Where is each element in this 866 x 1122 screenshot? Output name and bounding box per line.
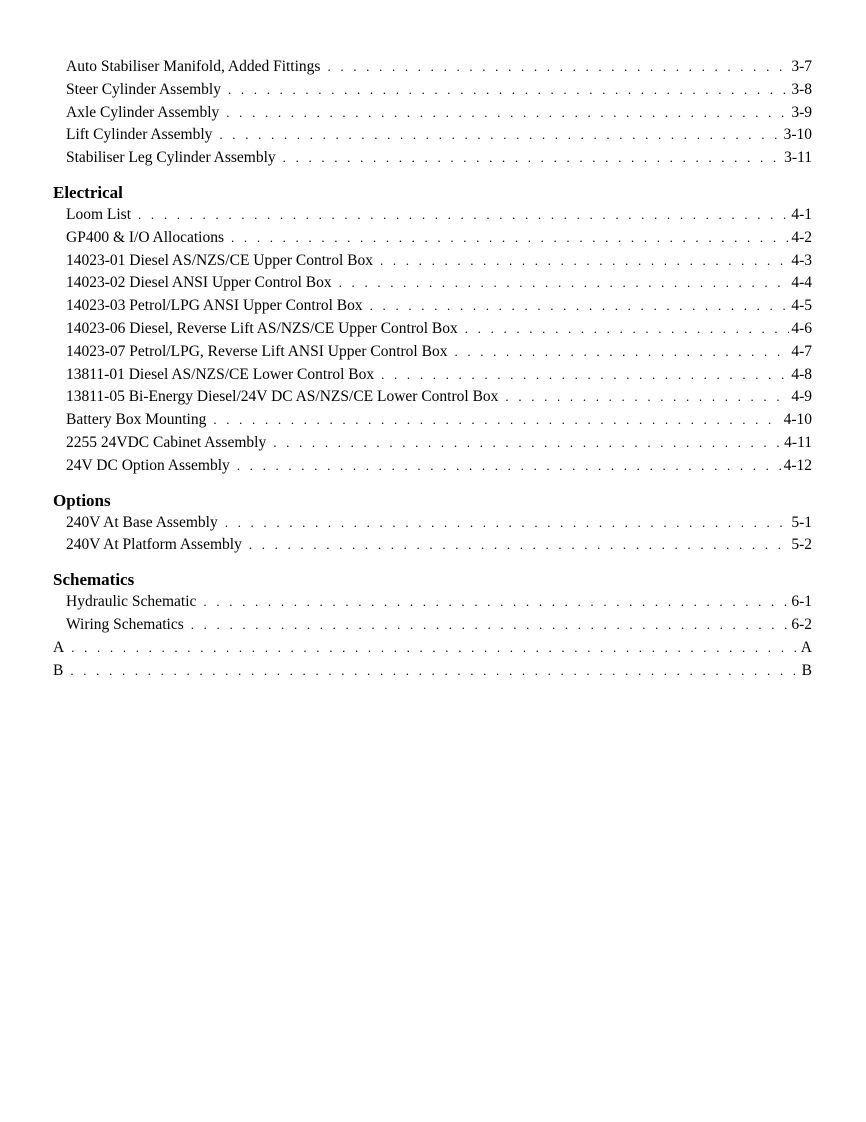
- dot-leader: [228, 79, 789, 102]
- dot-leader: [71, 637, 799, 660]
- toc-entry[interactable]: [53, 79, 812, 102]
- toc-entry-title: Stabiliser Leg Cylinder Assembly: [66, 149, 276, 167]
- toc-entry-title: 240V At Base Assembly: [66, 513, 218, 531]
- toc-entry[interactable]: [53, 534, 812, 557]
- dot-leader: [454, 341, 789, 364]
- toc-entry[interactable]: [53, 455, 812, 478]
- section-heading-options: Options: [53, 490, 111, 510]
- toc-entry[interactable]: [53, 56, 812, 79]
- toc-entry-page: 4-3: [791, 251, 812, 269]
- toc-entry[interactable]: [53, 341, 812, 364]
- toc-entry-title: Lift Cylinder Assembly: [66, 126, 213, 144]
- dot-leader: [138, 204, 789, 227]
- toc-entry-page: 4-1: [791, 205, 812, 223]
- toc-entry-title: 2255 24VDC Cabinet Assembly: [66, 433, 267, 451]
- toc-entry[interactable]: [53, 124, 812, 147]
- toc-entry-title: Wiring Schematics: [66, 615, 184, 633]
- dot-leader: [203, 591, 789, 614]
- toc-entry-title: Auto Stabiliser Manifold, Added Fittings: [66, 58, 321, 75]
- toc-entry-title: 14023-03 Petrol/LPG ANSI Upper Control Box: [66, 297, 363, 315]
- dot-leader: [225, 512, 790, 535]
- dot-leader: [249, 534, 790, 557]
- toc-entry-title: Battery Box Mounting: [66, 411, 207, 429]
- toc-entry-page: 3-11: [784, 149, 812, 167]
- toc-entry[interactable]: [53, 591, 812, 614]
- toc-entry-title: Steer Cylinder Assembly: [66, 80, 221, 98]
- continued-entries: [53, 56, 812, 170]
- dot-leader: [339, 272, 790, 295]
- toc-entry-page: 4-9: [791, 388, 812, 406]
- toc-entry[interactable]: [53, 409, 812, 432]
- toc-entry-page: 4-5: [791, 297, 812, 315]
- toc-entry-page: 4-7: [791, 342, 812, 360]
- toc-entry-page: 6-2: [791, 615, 812, 633]
- toc-entry-title: 14023-01 Diesel AS/NZS/CE Upper Control Box: [66, 251, 373, 269]
- dot-leader: [273, 432, 782, 455]
- toc-entry[interactable]: [53, 272, 812, 295]
- toc-entry-page: 4-8: [791, 365, 812, 383]
- dot-leader: [231, 227, 789, 250]
- toc-entry-title: Axle Cylinder Assembly: [66, 103, 220, 121]
- toc-entry-page: A: [800, 638, 812, 656]
- toc-entry-title: B: [53, 661, 64, 679]
- toc-entry-appendix[interactable]: [53, 660, 812, 683]
- toc-entry-page: 3-8: [791, 80, 812, 98]
- toc-entry[interactable]: [53, 295, 812, 318]
- dot-leader: [226, 102, 789, 125]
- dot-leader: [327, 56, 789, 79]
- dot-leader: [70, 660, 799, 683]
- toc-entry-page: 4-6: [791, 319, 812, 337]
- toc-entry-page: 3-7: [791, 58, 812, 75]
- dot-leader: [283, 147, 782, 170]
- toc-entry-page: 3-10: [783, 126, 812, 144]
- toc-entry[interactable]: [53, 614, 812, 637]
- toc-entry-title: 240V At Platform Assembly: [66, 536, 242, 554]
- dot-leader: [191, 614, 790, 637]
- toc-entry-title: 14023-06 Diesel, Reverse Lift AS/NZS/CE Upper Control Box: [66, 319, 458, 337]
- toc-entry[interactable]: [53, 204, 812, 227]
- toc-entry[interactable]: [53, 386, 812, 409]
- toc-entry[interactable]: [53, 147, 812, 170]
- dot-leader: [505, 386, 789, 409]
- toc-entry-page: 4-11: [784, 433, 812, 451]
- section-heading-electrical: Electrical: [53, 182, 123, 202]
- toc-entry[interactable]: [53, 318, 812, 341]
- toc-entry-title: 14023-07 Petrol/LPG, Reverse Lift ANSI Upper Control Box: [66, 342, 448, 360]
- toc-entry[interactable]: [53, 102, 812, 125]
- toc-entry[interactable]: [53, 227, 812, 250]
- toc-entry[interactable]: [53, 250, 812, 273]
- toc-entry-title: A: [53, 638, 65, 656]
- toc-entry-title: 13811-05 Bi-Energy Diesel/24V DC AS/NZS/CE Lower Control Box: [66, 388, 499, 406]
- dot-leader: [380, 250, 789, 273]
- toc-entry[interactable]: [53, 432, 812, 455]
- dot-leader: [213, 409, 781, 432]
- toc-entry-page: B: [801, 661, 812, 679]
- dot-leader: [465, 318, 790, 341]
- dot-leader: [237, 455, 782, 478]
- toc-entry-page: 4-2: [791, 228, 812, 246]
- toc-entry-title: Loom List: [66, 205, 132, 223]
- toc-entry-page: 4-12: [783, 456, 812, 474]
- toc-entry-title: Hydraulic Schematic: [66, 593, 197, 611]
- section-heading-schematics: Schematics: [53, 570, 135, 590]
- toc-entry[interactable]: [53, 364, 812, 387]
- toc-entry-appendix[interactable]: [53, 637, 812, 660]
- toc-entry-page: 3-9: [791, 103, 812, 121]
- dot-leader: [381, 364, 789, 387]
- dot-leader: [219, 124, 781, 147]
- toc-entry-page: 5-2: [791, 536, 812, 554]
- toc-entry-title: 13811-01 Diesel AS/NZS/CE Lower Control Box: [66, 365, 375, 383]
- toc-entry-page: 6-1: [791, 593, 812, 611]
- toc-entry[interactable]: [53, 512, 812, 535]
- toc-entry-page: 5-1: [791, 513, 812, 531]
- toc-entry-title: 24V DC Option Assembly: [66, 456, 230, 474]
- table-of-contents: [53, 56, 812, 682]
- toc-entry-title: 14023-02 Diesel ANSI Upper Control Box: [66, 274, 332, 292]
- toc-entry-title: GP400 & I/O Allocations: [66, 228, 225, 246]
- toc-entry-page: 4-10: [783, 411, 812, 429]
- dot-leader: [370, 295, 790, 318]
- toc-entry-page: 4-4: [791, 274, 812, 292]
